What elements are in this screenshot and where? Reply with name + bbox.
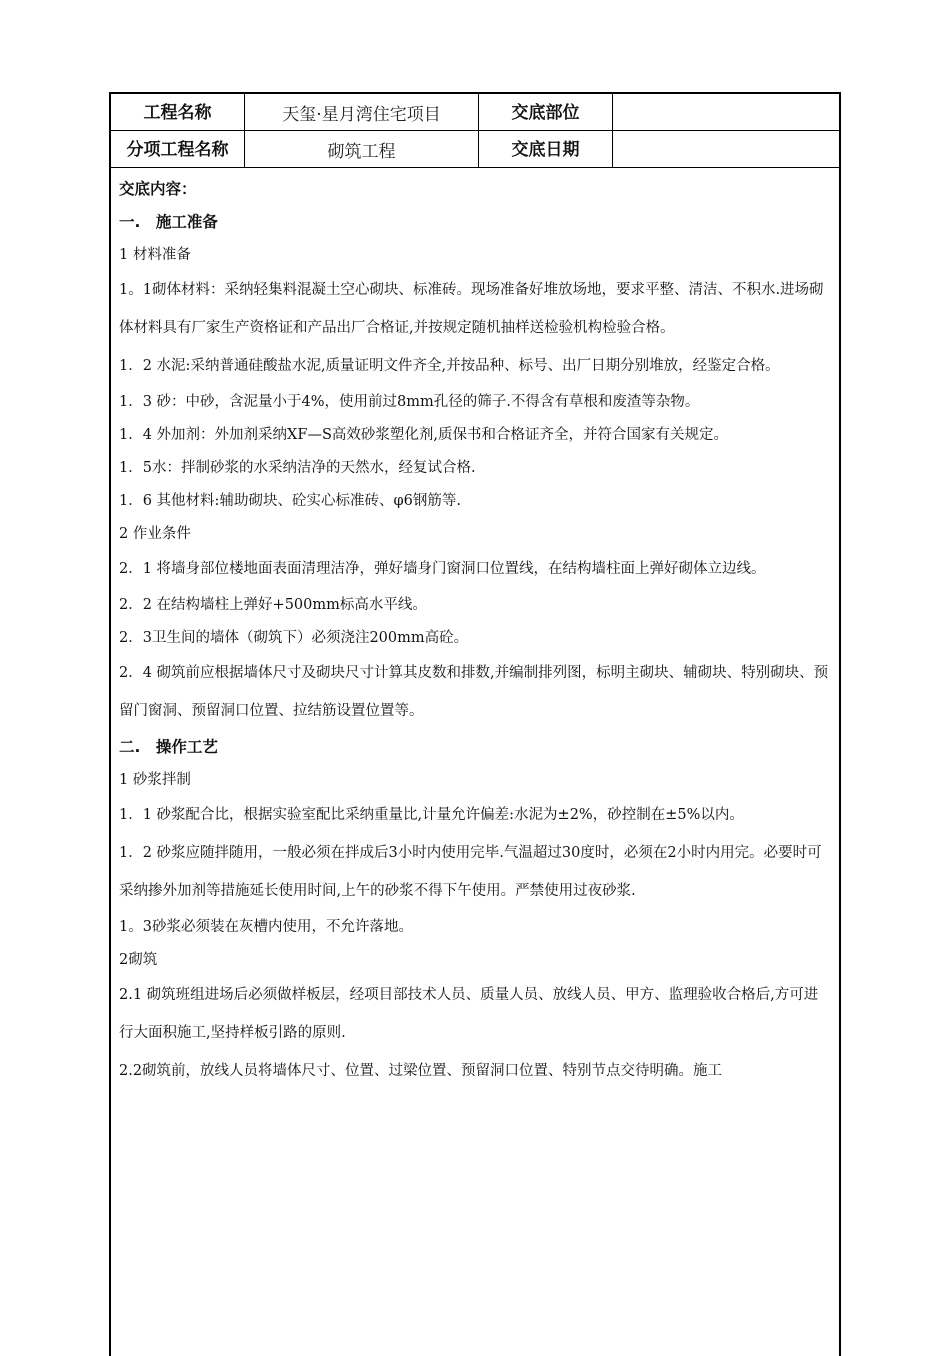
project-name-label: 工程名称 [111,94,245,131]
section-title: 一. 施工准备 [119,212,218,231]
paragraph: 1．3 砂：中砂，含泥量小于4%，使用前过8mm孔径的筛子.不得含有草根和废渣等杂物。 [119,393,700,410]
subitem-name-value: 砌筑工程 [245,131,479,168]
paragraph: 2．2 在结构墙柱上弹好+500mm标高水平线。 [119,596,427,613]
paragraph: 2．3卫生间的墙体（砌筑下）必须浇注200mm高砼。 [119,629,469,646]
paragraph: 2．1 将墙身部位楼地面表面清理洁净，弹好墙身门窗洞口位置线，在结构墙柱面上弹好砌体立边线。 [119,561,766,577]
paragraph: 1．2 砂浆应随拌随用，一般必须在拌成后3小时内使用完毕.气温超过30度时，必须在2小时内用完。必要时可采纳掺外加剂等措施延长使用时间,上午的砂浆不得下午使用。严禁使用过夜砂浆. [119,845,822,899]
subsection-title: 1 砂浆拌制 [119,771,191,788]
form-header [111,94,839,168]
paragraph: 2．4 砌筑前应根据墙体尺寸及砌块尺寸计算其皮数和排数,并编制排列图，标明主砌块、辅砌块、特别砌块、预留门窗洞、预留洞口位置、拉结筋设置位置等。 [119,665,829,719]
location-value [613,94,839,131]
date-label: 交底日期 [479,131,613,168]
project-name-value: 天玺·星月湾住宅项目 [245,94,479,131]
paragraph: 1。3砂浆必须装在灰槽内使用，不允许落地。 [119,918,413,935]
paragraph: 2.2砌筑前，放线人员将墙体尺寸、位置、过梁位置、预留洞口位置、特别节点交待明确。施工 [119,1063,723,1079]
subsection-title: 2 作业条件 [119,525,191,542]
paragraph: 1．2 水泥:采纳普通硅酸盐水泥,质量证明文件齐全,并按品种、标号、出厂日期分别堆放，经鉴定合格。 [119,358,780,374]
paragraph: 2.1 砌筑班组进场后必须做样板层，经项目部技术人员、质量人员、放线人员、甲方、监理验收合格后,方可进行大面积施工,坚持样板引路的原则. [119,987,819,1041]
subsection-title: 2砌筑 [119,951,158,968]
paragraph: 1．1 砂浆配合比，根据实验室配比采纳重量比,计量允许偏差:水泥为±2%，砂控制在±5%以内。 [119,807,744,823]
date-value [613,131,839,168]
disclosure-content [111,168,839,1090]
location-label: 交底部位 [479,94,613,131]
section-title: 二. 操作工艺 [119,737,218,756]
paragraph: 1．5水：拌制砂浆的水采纳洁净的天然水，经复试合格. [119,459,476,476]
subitem-name-label: 分项工程名称 [111,131,245,168]
subsection-title: 1 材料准备 [119,246,191,263]
paragraph: 1．6 其他材料:辅助砌块、砼实心标准砖、φ6钢筋等. [119,492,461,509]
paragraph: 1．4 外加剂：外加剂采纳XF—S高效砂浆塑化剂,质保书和合格证齐全，并符合国家有关规定。 [119,426,728,443]
content-heading: 交底内容： [119,179,197,198]
paragraph: 1。1砌体材料：采纳轻集料混凝土空心砌块、标准砖。现场准备好堆放场地，要求平整、清洁、不积水.进场砌体材料具有厂家生产资格证和产品出厂合格证,并按规定随机抽样送检验机构检验合格。 [119,282,824,336]
disclosure-form [109,92,841,1356]
